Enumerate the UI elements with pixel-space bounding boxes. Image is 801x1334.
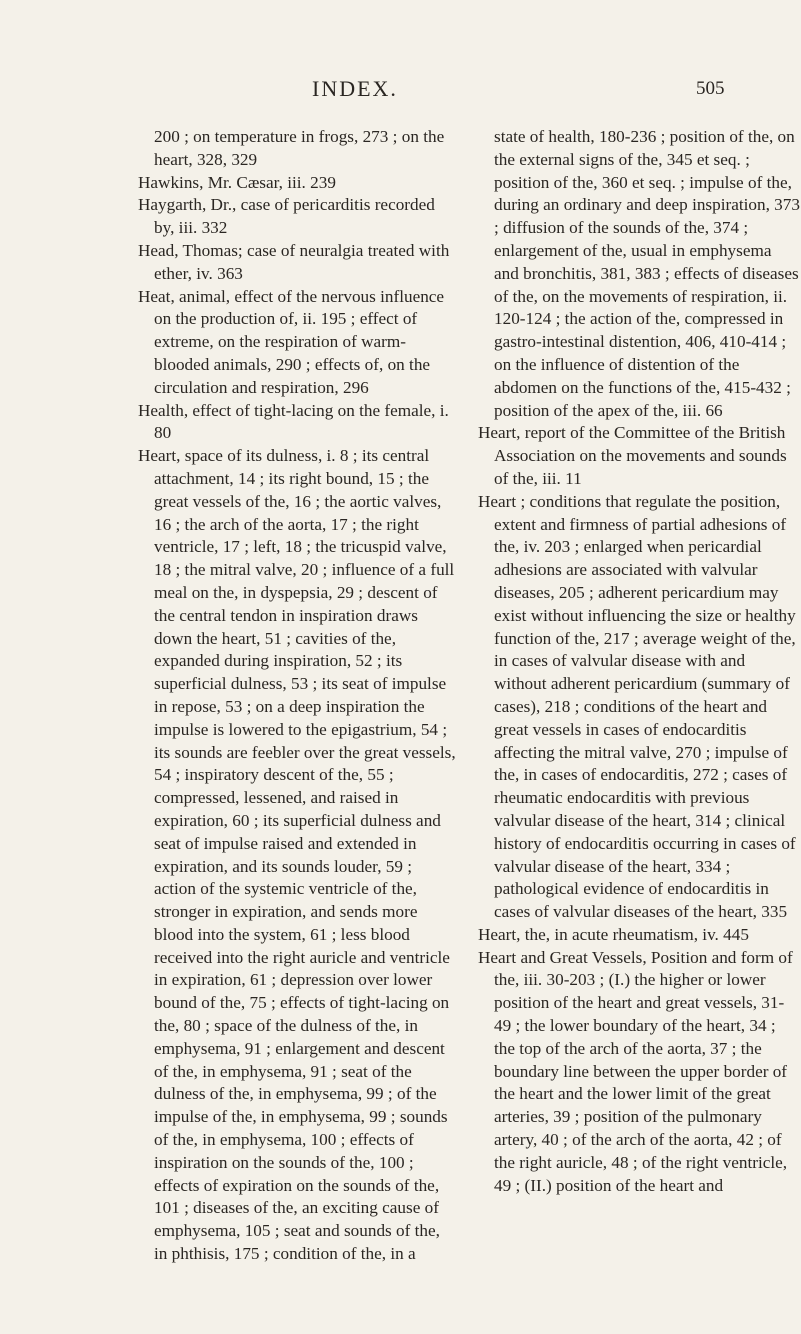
page-number: 505: [696, 78, 725, 99]
index-entry: Heart, report of the Committee of the British Association on the movements and sounds of the, iii. 11: [478, 423, 787, 488]
index-entry: Heart and Great Vessels, Position and form of the, iii. 30-203 ; (I.) the higher or lower position of the heart and great vessels, 31-49 ; the lower boundary of the heart, 34 ; the top of the arch of the aorta, 37 ; the boundary line between the upper border of the heart and the lower limit of the great arteries, 39 ; position of the pulmonary artery, 40 ; of the arch of the aorta, 42 ; of the right auricle, 48 ; of the right ventricle, 49 ; (II.) position of the heart and: [478, 947, 793, 1195]
index-entry: 200 ; on temperature in frogs, 273 ; on the heart, 328, 329: [154, 127, 445, 169]
index-entry: Head, Thomas; case of neuralgia treated with ether, iv. 363: [138, 240, 450, 283]
index-entry: Heat, animal, effect of the nervous influence on the production of, ii. 195 ; effect of extreme, on the respiration of warm-blooded animals, 290 ; effects of, on the circulation and respiration, 296: [138, 286, 445, 397]
index-entry: state of health, 180-236 ; position of the, on the external signs of the, 345 et seq. ; position of the, 360 et seq. ; impulse of the, during an ordinary and deep inspiration, 373 ; diffusion of the sounds of the, 374 ; enlargement of the, usual in emphysema and bronchitis, 381, 383 ; effects of diseases of the, on the movements of respiration, ii. 120-124 ; the action of the, compressed in gastro-intestinal distention, 406, 410-414 ; on the influence of distention of the abdomen on the functions of the, 415-432 ; position of the apex of the, iii. 66: [494, 127, 800, 420]
index-entry: Heart, space of its dulness, i. 8 ; its central attachment, 14 ; its right bound, 15 ; the great vessels of the, 16 ; the aortic valves, 16 ; the arch of the aorta, 17 ; the right ventricle, 17 ; left, 18 ; the tricuspid valve, 18 ; the mitral valve, 20 ; influence of a full meal on the, in dyspepsia, 29 ; descent of the central tendon in inspiration draws down the heart, 51 ; cavities of the, expanded during inspiration, 52 ; its superficial dulness, 53 ; its seat of impulse in repose, 53 ; on a deep inspiration the impulse is lowered to the epigastrium, 54 ; its sounds are feebler over the great vessels, 54 ; inspiratory descent of the, 55 ; compressed, lessened, and raised in expiration, 60 ; its superficial dulness and seat of impulse raised and extended in expiration, and its sounds louder, 59 ; action of the systemic ventricle of the, stronger in expiration, and sends more blood into the system, 61 ; less blood received into the right auricle and ventricle in expiration, 61 ; depression over lower bound of the, 75 ; effects of tight-lacing on the, 80 ; space of the dulness of the, in emphysema, 91 ; enlargement and descent of the, in emphysema, 91 ; seat of the dulness of the, in emphysema, 99 ; of the impulse of the, in emphysema, 99 ; sounds of the, in emphysema, 100 ; effects of inspiration on the sounds of the, 100 ; effects of expiration on the sounds of the, 101 ; diseases of the, an exciting cause of emphysema, 105 ; seat and sounds of the, in phthisis, 175 ; condition of the, in a: [138, 446, 456, 1264]
page-header: [0, 76, 801, 106]
index-entry: Haygarth, Dr., case of pericarditis recorded by, iii. 332: [138, 195, 435, 238]
left-column: [138, 126, 456, 1266]
page-title: INDEX.: [312, 76, 398, 101]
index-entry: Health, effect of tight-lacing on the female, i. 80: [138, 400, 449, 443]
index-entry: Heart ; conditions that regulate the position, extent and firmness of partial adhesions of the, iv. 203 ; enlarged when pericardial adhesions are associated with valvular diseases, 205 ; adherent pericardium may exist without influencing the size or healthy function of the, 217 ; average weight of the, in cases of valvular disease with and without adherent pericardium (summary of cases), 218 ; conditions of the heart and great vessels in cases of endocarditis affecting the mitral valve, 270 ; impulse of the, in cases of endocarditis, 272 ; cases of rheumatic endocarditis with previous valvular disease of the heart, 314 ; clinical history of endocarditis occurring in cases of valvular disease of the heart, 334 ; pathological evidence of endocarditis in cases of valvular diseases of the heart, 335: [478, 491, 796, 922]
index-entry: Hawkins, Mr. Cæsar, iii. 239: [138, 172, 336, 192]
index-entry: Heart, the, in acute rheumatism, iv. 445: [478, 924, 749, 944]
right-column: [478, 126, 800, 1197]
